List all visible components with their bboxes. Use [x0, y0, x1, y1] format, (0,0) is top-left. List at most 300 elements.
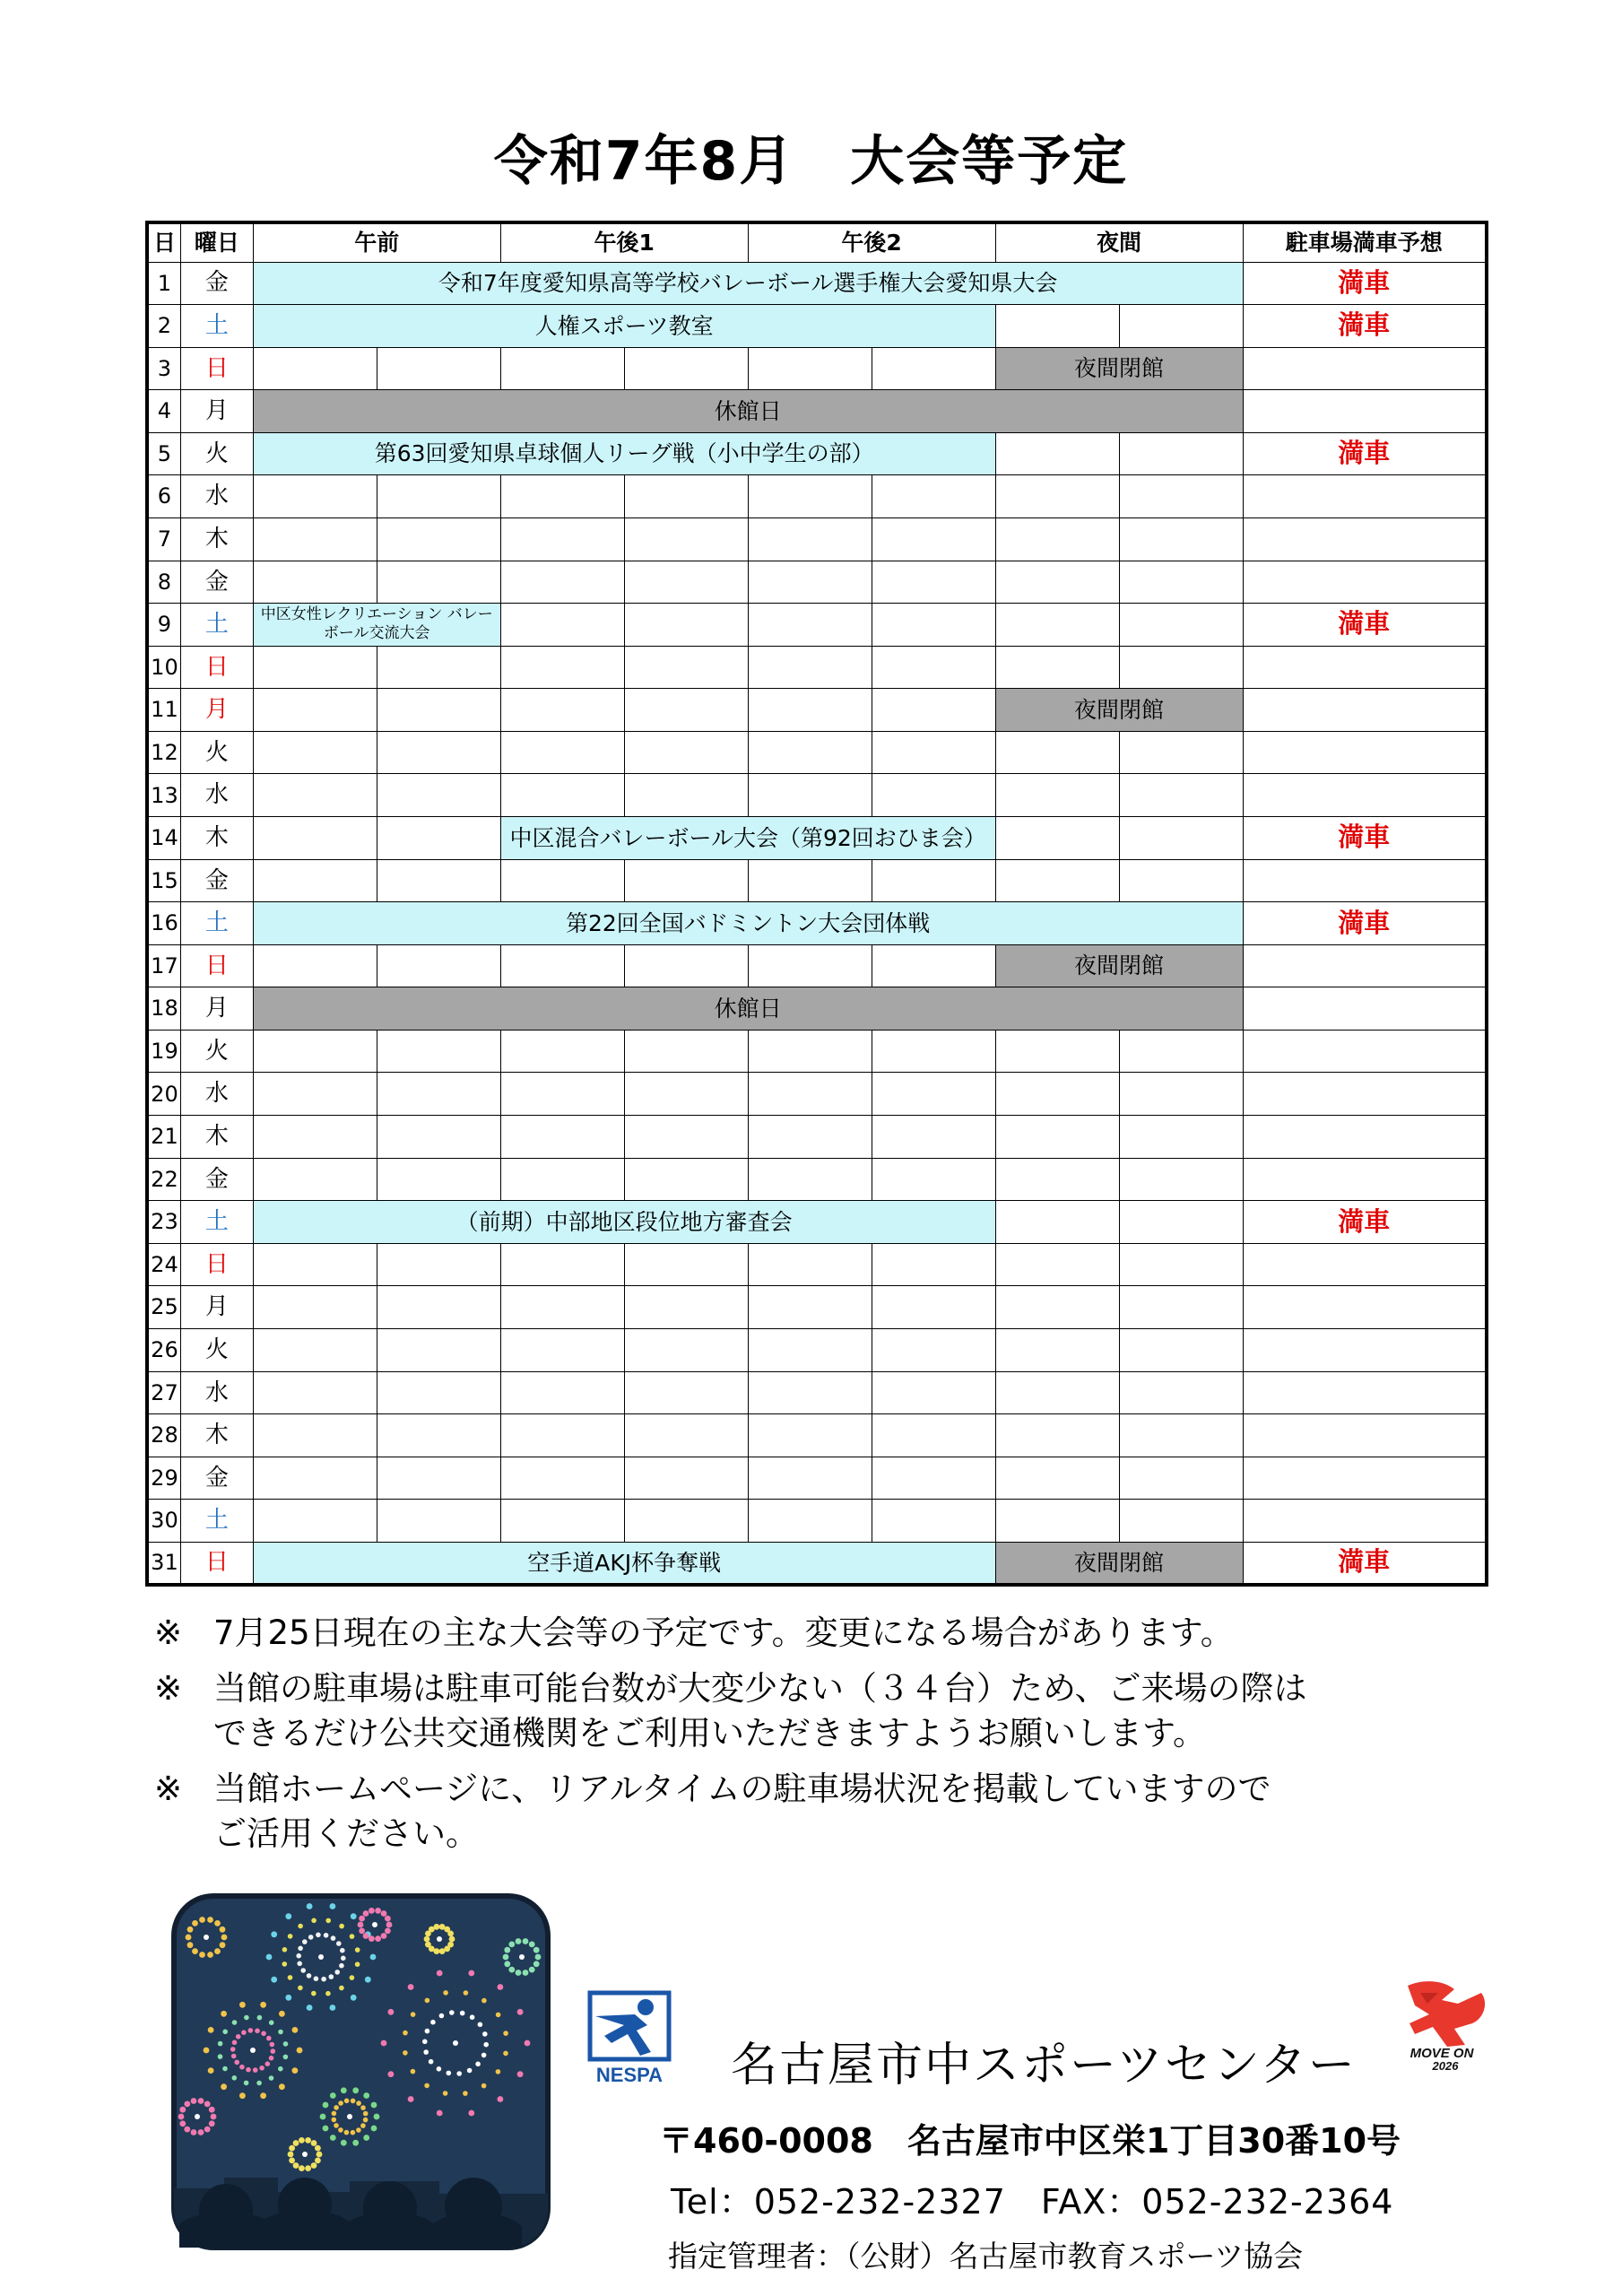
firework-spark — [260, 2092, 266, 2099]
empty-slot — [872, 1116, 995, 1159]
firework-spark — [186, 1935, 192, 1941]
firework-spark — [221, 2011, 227, 2017]
day-cell: 19 — [147, 1030, 180, 1073]
parking-forecast-cell — [1243, 944, 1487, 987]
firework-spark — [424, 2083, 429, 2089]
firework-spark — [481, 2083, 487, 2089]
empty-slot — [1120, 774, 1243, 817]
empty-slot — [500, 944, 624, 987]
firework-spark — [239, 2065, 245, 2070]
firework-spark — [468, 1970, 474, 1977]
empty-slot — [500, 1371, 624, 1414]
weekday-cell: 土 — [180, 305, 253, 348]
day-cell: 23 — [147, 1201, 180, 1244]
empty-slot — [748, 1243, 872, 1286]
contact-info: Tel：052-232-2327 FAX：052-232-2364 — [671, 2182, 1394, 2222]
firework-spark — [411, 2069, 416, 2074]
table-row — [147, 1500, 1487, 1543]
empty-slot — [253, 347, 377, 390]
firework-spark — [332, 2118, 337, 2123]
table-row — [147, 944, 1487, 987]
firework-spark — [334, 1970, 340, 1975]
firework-spark — [271, 1977, 277, 1983]
firework-spark — [475, 2062, 481, 2067]
firework-center — [453, 2040, 458, 2046]
firework-spark — [285, 1913, 291, 1919]
parking-forecast-cell — [1243, 1414, 1487, 1457]
table-row — [147, 475, 1487, 518]
firework-spark — [503, 2031, 508, 2036]
empty-slot — [377, 1158, 500, 1201]
firework-spark — [408, 1984, 414, 1990]
firework-center — [347, 2114, 352, 2119]
firework-spark — [330, 1903, 336, 1909]
firework-spark — [331, 1935, 336, 1941]
firework-spark — [336, 1941, 342, 1946]
parking-forecast-cell — [1243, 390, 1487, 433]
firework-spark — [231, 2054, 237, 2059]
firework-spark — [187, 1942, 194, 1948]
event-cell: 第63回愛知県卓球個人リーグ戦（小中学生の部） — [253, 432, 995, 475]
empty-slot — [748, 1414, 872, 1457]
header-night: 夜間 — [995, 222, 1243, 262]
day-cell: 27 — [147, 1371, 180, 1414]
firework-spark — [298, 1986, 303, 1991]
empty-slot — [748, 731, 872, 774]
firework-spark — [341, 2140, 347, 2146]
day-cell: 1 — [147, 262, 180, 305]
firework-spark — [198, 2129, 204, 2135]
firework-spark — [523, 1938, 529, 1944]
weekday-cell: 日 — [180, 944, 253, 987]
firework-spark — [232, 2040, 238, 2046]
note-item — [154, 1767, 1499, 1857]
firework-spark — [533, 1961, 540, 1967]
weekday-cell: 木 — [180, 1414, 253, 1457]
firework-spark — [192, 1948, 198, 1954]
empty-slot — [625, 475, 748, 518]
firework-spark — [184, 2126, 190, 2133]
empty-slot — [500, 1243, 624, 1286]
firework-spark — [350, 1934, 355, 1939]
firework-spark — [424, 1936, 430, 1943]
firework-spark — [482, 2031, 488, 2037]
empty-slot — [995, 817, 1119, 860]
firework-spark — [320, 2114, 326, 2120]
firework-spark — [422, 2039, 428, 2045]
empty-slot — [377, 1328, 500, 1371]
firework-spark — [244, 2015, 249, 2021]
firework-spark — [370, 1954, 377, 1961]
empty-slot — [500, 774, 624, 817]
firework-spark — [369, 1908, 375, 1914]
firework-spark — [359, 1916, 365, 1922]
firework-spark — [508, 1967, 515, 1973]
firework-spark — [192, 1920, 198, 1926]
firework-spark — [351, 1913, 357, 1919]
weekday-cell: 火 — [180, 1030, 253, 1073]
day-cell: 8 — [147, 561, 180, 604]
empty-slot — [995, 305, 1119, 348]
firework-spark — [338, 2100, 343, 2106]
empty-slot — [872, 859, 995, 902]
empty-slot — [995, 432, 1119, 475]
firework-spark — [340, 1948, 345, 1953]
firework-spark — [503, 1954, 509, 1961]
weekday-cell: 月 — [180, 390, 253, 433]
firework-spark — [198, 2098, 204, 2104]
table-row — [147, 517, 1487, 561]
firework-spark — [365, 1977, 371, 1983]
firework-spark — [204, 2048, 210, 2054]
firework-spark — [439, 1948, 446, 1954]
firework-spark — [329, 1974, 334, 1979]
firework-spark — [307, 2005, 313, 2011]
empty-slot — [995, 1201, 1119, 1244]
empty-slot — [253, 1457, 377, 1500]
day-cell: 17 — [147, 944, 180, 987]
firework-spark — [496, 2069, 501, 2074]
firework-spark — [449, 2010, 455, 2015]
table-row — [147, 1286, 1487, 1329]
firework-spark — [209, 2107, 215, 2113]
firework-spark — [529, 1967, 535, 1973]
firework-spark — [278, 2030, 283, 2035]
firework-spark — [381, 2040, 387, 2047]
firework-spark — [270, 2042, 275, 2048]
empty-slot — [625, 561, 748, 604]
firework-spark — [386, 1922, 393, 1928]
empty-slot — [500, 517, 624, 561]
firework-spark — [447, 1931, 454, 1937]
firework-spark — [305, 2137, 311, 2144]
empty-slot — [253, 944, 377, 987]
empty-slot — [1120, 475, 1243, 518]
firework-spark — [296, 1953, 301, 1959]
firework-spark — [352, 2087, 359, 2093]
firework-spark — [256, 2081, 262, 2086]
empty-slot — [872, 1414, 995, 1457]
firework-spark — [498, 2096, 504, 2102]
empty-slot — [377, 689, 500, 732]
empty-slot — [253, 817, 377, 860]
firework-spark — [363, 2118, 369, 2123]
firework-spark — [222, 2030, 228, 2035]
empty-slot — [377, 1457, 500, 1500]
fireworks-illustration — [170, 1892, 551, 2251]
table-row — [147, 1116, 1487, 1159]
day-cell: 31 — [147, 1542, 180, 1585]
firework-spark — [325, 1918, 331, 1924]
firework-spark — [443, 2091, 448, 2096]
firework-spark — [517, 2071, 524, 2077]
firework-spark — [535, 1954, 542, 1961]
firework-spark — [330, 2135, 336, 2141]
firework-spark — [529, 1942, 535, 1948]
empty-slot — [748, 1116, 872, 1159]
firework-spark — [339, 1963, 344, 1969]
weekday-cell: 日 — [180, 1542, 253, 1585]
parking-forecast-cell — [1243, 731, 1487, 774]
firework-spark — [179, 2107, 186, 2113]
firework-spark — [311, 2162, 317, 2169]
table-row — [147, 1328, 1487, 1371]
event-cell: 空手道AKJ杯争奪戦 — [253, 1542, 995, 1585]
firework-spark — [470, 2014, 475, 2020]
empty-slot — [253, 859, 377, 902]
firework-spark — [447, 2071, 452, 2076]
day-cell: 26 — [147, 1328, 180, 1371]
firework-spark — [358, 1922, 364, 1928]
firework-spark — [483, 2042, 489, 2048]
firework-spark — [199, 1917, 205, 1923]
firework-spark — [443, 1990, 448, 1996]
empty-slot — [500, 1457, 624, 1500]
empty-slot — [995, 517, 1119, 561]
empty-slot — [1120, 305, 1243, 348]
empty-slot — [377, 1116, 500, 1159]
empty-slot — [995, 774, 1119, 817]
note-mark: ※ — [154, 1669, 183, 1708]
firework-spark — [278, 2066, 283, 2072]
empty-slot — [377, 1286, 500, 1329]
firework-spark — [498, 1984, 504, 1990]
empty-slot — [253, 1116, 377, 1159]
center-name: 名古屋市中スポーツセンター — [731, 2039, 1357, 2092]
weekday-cell: 金 — [180, 1158, 253, 1201]
weekday-cell: 木 — [180, 1116, 253, 1159]
firework-spark — [334, 2123, 339, 2128]
empty-slot — [872, 646, 995, 689]
parking-forecast-cell — [1243, 689, 1487, 732]
empty-slot — [253, 517, 377, 561]
empty-slot — [625, 1073, 748, 1116]
empty-slot — [748, 944, 872, 987]
empty-slot — [625, 1457, 748, 1500]
day-cell: 15 — [147, 859, 180, 902]
parking-forecast-cell — [1243, 1243, 1487, 1286]
empty-slot — [995, 1457, 1119, 1500]
weekday-cell: 水 — [180, 475, 253, 518]
firework-spark — [232, 2020, 238, 2025]
empty-slot — [1120, 1457, 1243, 1500]
event-cell: 中区女性レクリエーション バレーボール交流大会 — [253, 604, 500, 647]
firework-spark — [279, 2011, 285, 2017]
firework-spark — [259, 2066, 265, 2071]
empty-slot — [625, 689, 748, 732]
firework-spark — [293, 2140, 299, 2146]
table-row — [147, 432, 1487, 475]
firework-spark — [478, 2022, 483, 2028]
closed-cell: 休館日 — [253, 987, 1243, 1031]
firework-spark — [371, 2126, 377, 2132]
empty-slot — [748, 859, 872, 902]
empty-slot — [872, 1457, 995, 1500]
firework-spark — [184, 2101, 190, 2108]
firework-spark — [439, 2013, 445, 2019]
empty-slot — [625, 1328, 748, 1371]
closed-cell: 休館日 — [253, 390, 1243, 433]
day-cell: 24 — [147, 1243, 180, 1286]
event-cell: 中区混合バレーボール大会（第92回おひま会） — [500, 817, 995, 860]
empty-slot — [748, 517, 872, 561]
firework-center — [204, 1935, 209, 1940]
firework-spark — [468, 2110, 474, 2117]
weekday-cell: 金 — [180, 262, 253, 305]
firework-spark — [283, 2041, 289, 2047]
table-row — [147, 390, 1487, 433]
empty-slot — [872, 1371, 995, 1414]
empty-slot — [872, 561, 995, 604]
day-cell: 21 — [147, 1116, 180, 1159]
empty-slot — [995, 1243, 1119, 1286]
empty-slot — [625, 944, 748, 987]
parking-forecast-cell — [1243, 1457, 1487, 1500]
empty-slot — [625, 1116, 748, 1159]
note-mark: ※ — [154, 1770, 183, 1808]
empty-slot — [995, 1328, 1119, 1371]
firework-spark — [481, 2053, 487, 2058]
firework-spark — [311, 1918, 317, 1924]
empty-slot — [748, 347, 872, 390]
firework-spark — [299, 2137, 305, 2144]
empty-slot — [625, 1243, 748, 1286]
firework-spark — [199, 1952, 205, 1958]
firework-spark — [429, 2059, 434, 2065]
empty-slot — [748, 1073, 872, 1116]
firework-center — [372, 1922, 377, 1927]
weekday-cell: 土 — [180, 1201, 253, 1244]
weekday-cell: 土 — [180, 902, 253, 945]
firework-spark — [221, 1935, 228, 1941]
empty-slot — [748, 646, 872, 689]
firework-spark — [239, 2092, 246, 2099]
firework-spark — [425, 1998, 430, 2004]
empty-slot — [625, 646, 748, 689]
empty-slot — [625, 517, 748, 561]
empty-slot — [1120, 432, 1243, 475]
firework-spark — [257, 2015, 263, 2021]
empty-slot — [995, 561, 1119, 604]
empty-slot — [995, 1158, 1119, 1201]
closed-cell: 夜間閉館 — [995, 1542, 1243, 1585]
empty-slot — [1120, 1030, 1243, 1073]
table-header-row — [147, 222, 1487, 262]
firework-spark — [481, 1998, 487, 2004]
firework-spark — [403, 2031, 408, 2036]
move-on-logo — [1388, 1975, 1496, 2072]
firework-spark — [316, 1933, 321, 1938]
firework-spark — [255, 2029, 260, 2034]
empty-slot — [253, 689, 377, 732]
firework-spark — [388, 2071, 395, 2077]
empty-slot — [625, 1030, 748, 1073]
empty-slot — [872, 1243, 995, 1286]
firework-spark — [315, 2158, 321, 2164]
empty-slot — [253, 1030, 377, 1073]
note-text: 当館の駐車場は駐車可能台数が大変少ない（３４台）ため、ご来場の際は できるだけ公共交通機関をご利用いただきますようお願いします。 — [213, 1669, 1307, 1752]
weekday-cell: 日 — [180, 347, 253, 390]
weekday-cell: 水 — [180, 774, 253, 817]
table-row — [147, 1158, 1487, 1201]
weekday-cell: 土 — [180, 604, 253, 647]
parking-forecast-cell — [1243, 475, 1487, 518]
empty-slot — [500, 475, 624, 518]
firework-spark — [323, 2102, 329, 2109]
table-row — [147, 1243, 1487, 1286]
empty-slot — [748, 1371, 872, 1414]
empty-slot — [500, 1414, 624, 1457]
day-cell: 20 — [147, 1073, 180, 1116]
event-cell: （前期）中部地区段位地方審査会 — [253, 1201, 995, 1244]
empty-slot — [1120, 1500, 1243, 1543]
firework-spark — [234, 2060, 239, 2066]
page-title: 令和7年8月 大会等予定 — [493, 130, 1129, 193]
firework-spark — [209, 2120, 215, 2126]
empty-slot — [253, 1286, 377, 1329]
empty-slot — [748, 689, 872, 732]
empty-slot — [1120, 646, 1243, 689]
firework-spark — [300, 1968, 306, 1973]
parking-forecast-cell: 満車 — [1243, 902, 1487, 945]
empty-slot — [995, 646, 1119, 689]
table-row — [147, 817, 1487, 860]
firework-spark — [248, 2028, 254, 2033]
empty-slot — [625, 1500, 748, 1543]
firework-spark — [307, 1973, 312, 1979]
table-row — [147, 774, 1487, 817]
firework-spark — [317, 2152, 323, 2158]
firework-spark — [305, 2165, 311, 2171]
empty-slot — [377, 859, 500, 902]
weekday-cell: 火 — [180, 432, 253, 475]
event-cell: 令和7年度愛知県高等学校バレーボール選手権大会愛知県大会 — [253, 262, 1243, 305]
firework-spark — [266, 2036, 272, 2041]
parking-forecast-cell — [1243, 1030, 1487, 1073]
firework-spark — [356, 2100, 361, 2106]
firework-spark — [283, 2055, 289, 2060]
day-cell: 6 — [147, 475, 180, 518]
firework-spark — [460, 2011, 465, 2016]
firework-spark — [363, 2135, 369, 2141]
firework-spark — [321, 1977, 326, 1982]
firework-spark — [218, 2054, 223, 2059]
empty-slot — [995, 1030, 1119, 1073]
empty-slot — [995, 1116, 1119, 1159]
firework-spark — [241, 2030, 247, 2035]
firework-spark — [260, 2002, 266, 2008]
parking-forecast-cell — [1243, 1328, 1487, 1371]
empty-slot — [500, 731, 624, 774]
firework-spark — [363, 2111, 369, 2117]
firework-spark — [516, 1938, 522, 1944]
firework-spark — [269, 2056, 274, 2061]
empty-slot — [1120, 1116, 1243, 1159]
firework-spark — [517, 2009, 524, 2015]
firework-spark — [411, 2012, 416, 2017]
firework-spark — [298, 1924, 303, 1929]
firework-spark — [381, 1910, 387, 1917]
firework-center — [437, 1936, 442, 1942]
empty-slot — [253, 1328, 377, 1371]
firework-spark — [423, 2049, 429, 2055]
move-on-year: 2026 — [1432, 2059, 1459, 2072]
firework-spark — [279, 2083, 285, 2090]
firework-spark — [246, 2067, 251, 2073]
note-item — [154, 1611, 1499, 1656]
firework-spark — [308, 1935, 314, 1940]
firework-spark — [375, 1935, 381, 1942]
